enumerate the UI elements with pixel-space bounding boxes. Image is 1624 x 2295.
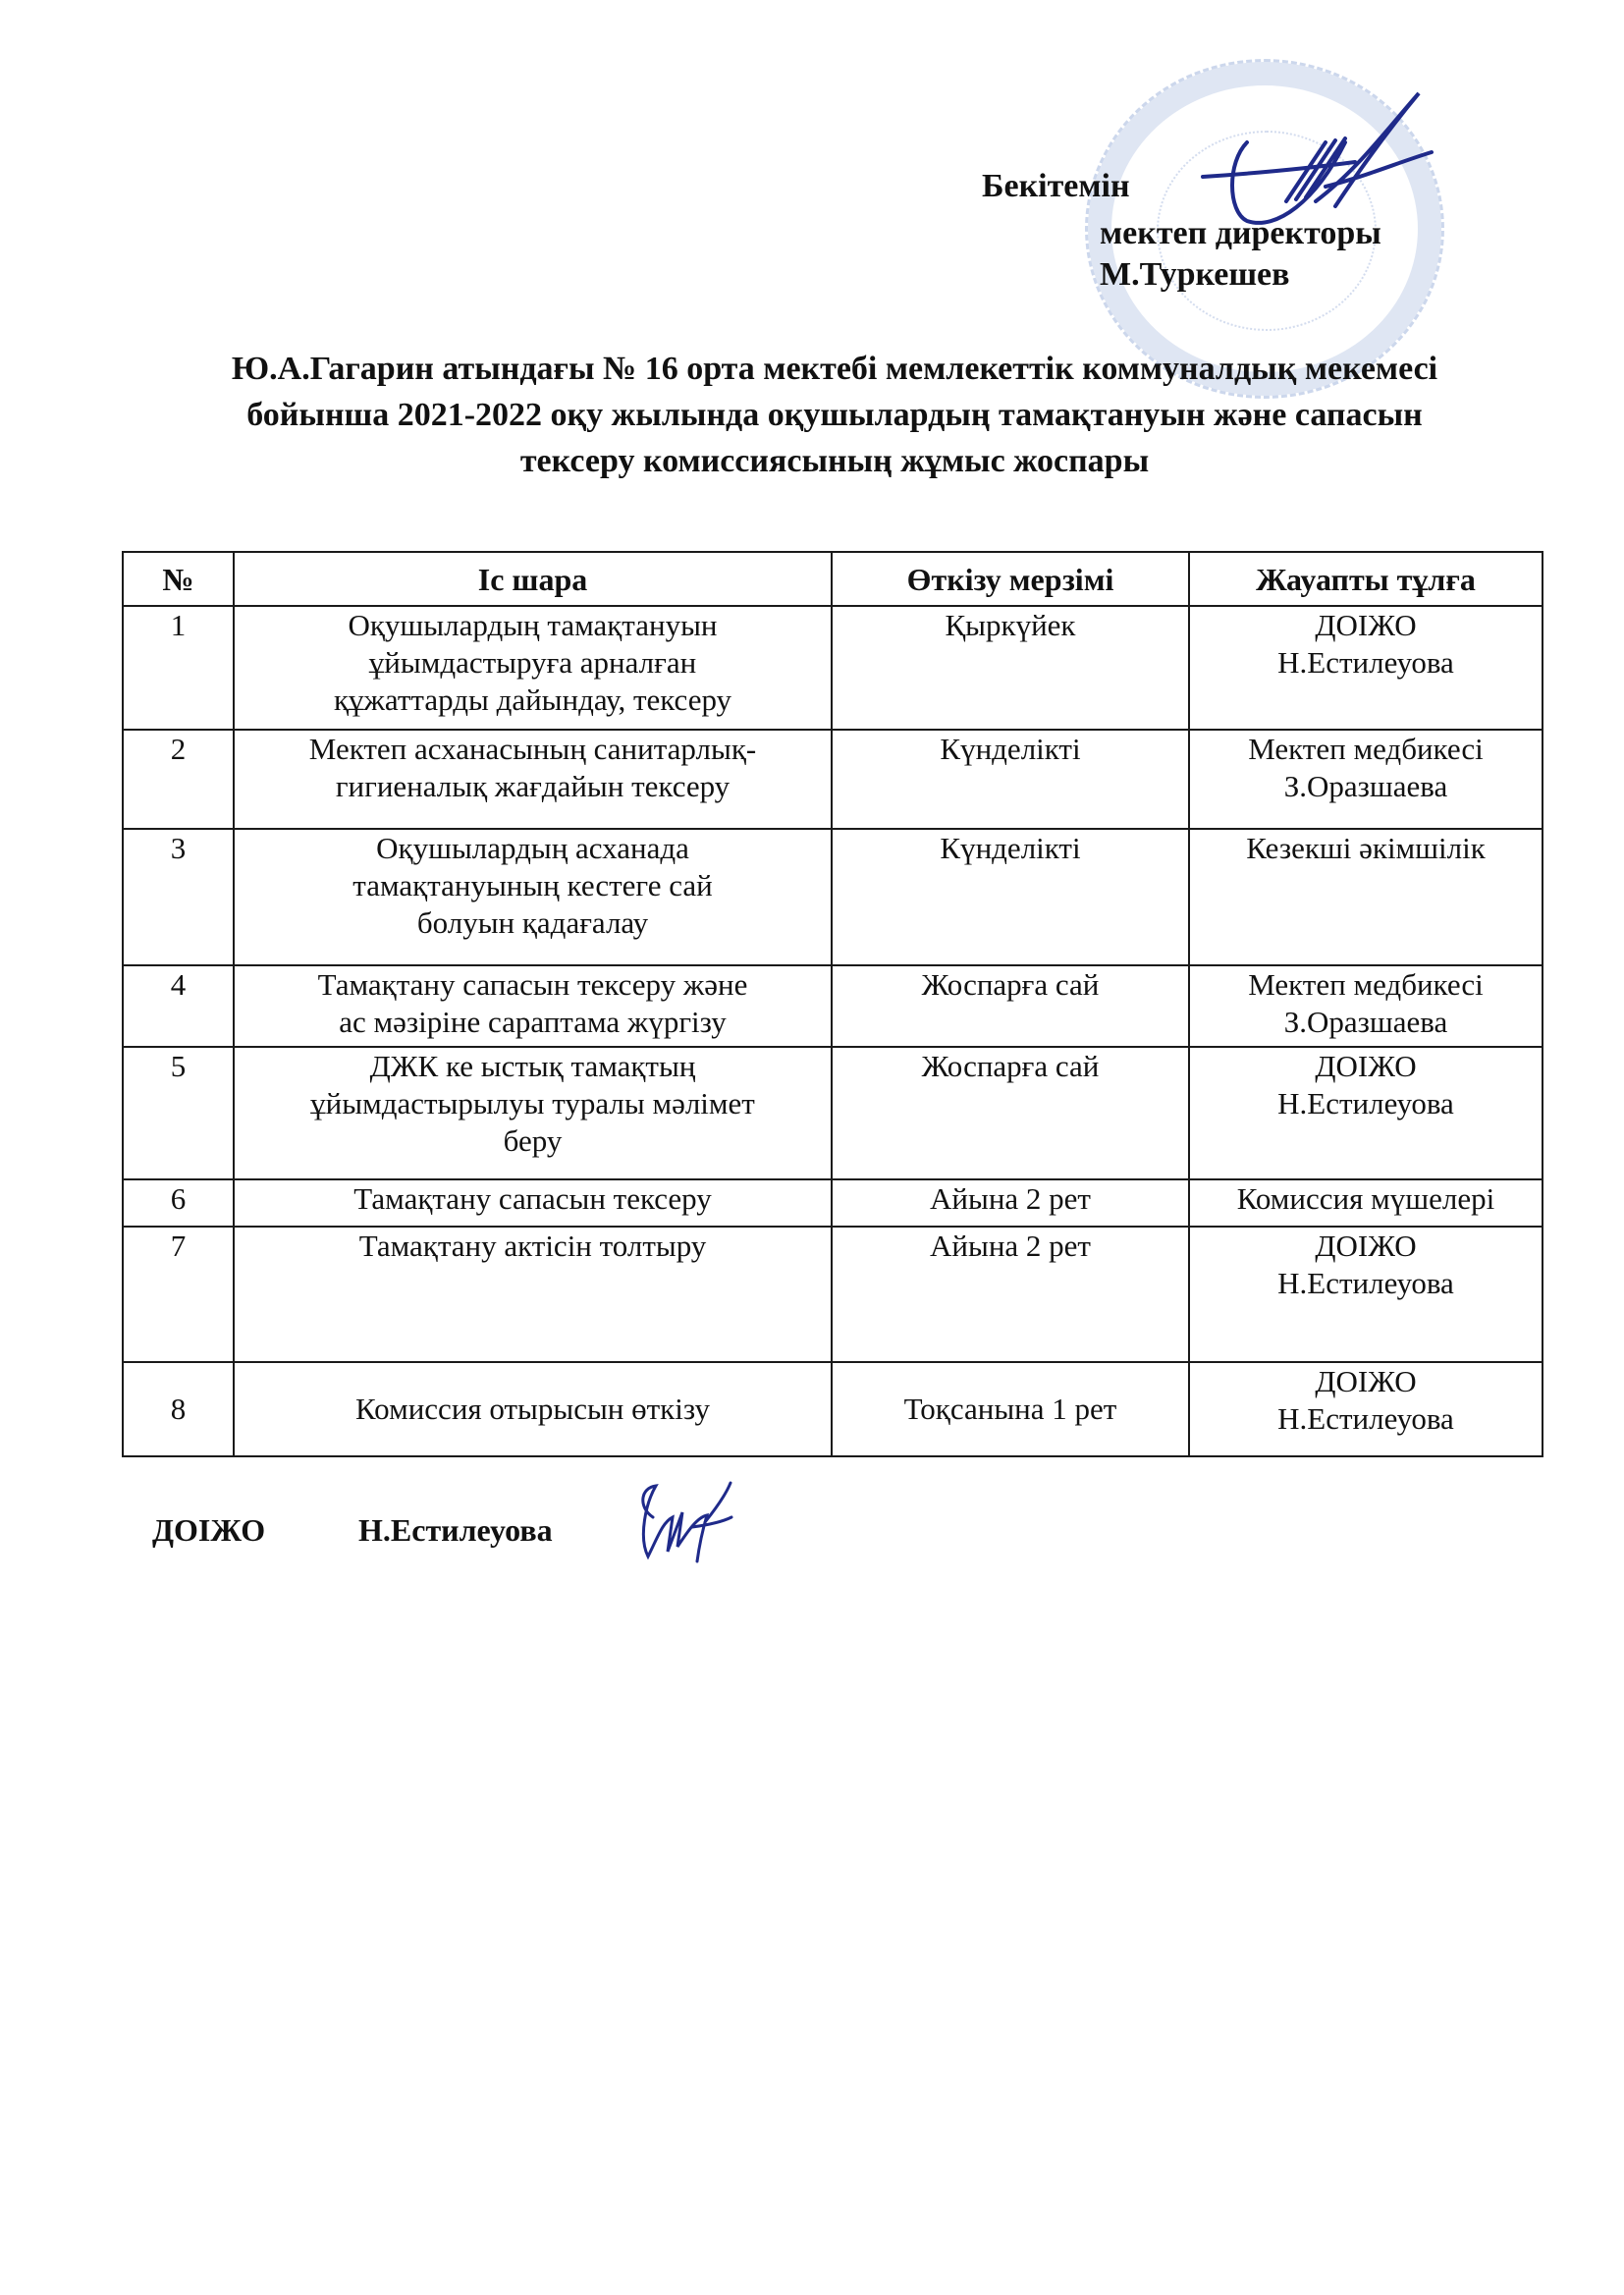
- cell-period: Күнделікті: [832, 730, 1189, 829]
- table-header-row: [123, 552, 1543, 606]
- cell-period: Күнделікті: [832, 829, 1189, 965]
- header-responsible: Жауапты тұлға: [1189, 552, 1543, 606]
- cell-responsible: Комиссия мүшелері: [1189, 1179, 1543, 1227]
- title-line-1: Ю.А.Гагарин атындағы № 16 орта мектебі мемлекеттік коммуналдық мекемесі: [231, 351, 1438, 387]
- table-row: [123, 1047, 1543, 1179]
- table-row: [123, 965, 1543, 1047]
- header-number: №: [123, 552, 234, 606]
- header-period: Өткізу мерзімі: [832, 552, 1189, 606]
- cell-period: Айына 2 рет: [832, 1227, 1189, 1362]
- cell-activity: Тамақтану актісін толтыру: [234, 1227, 832, 1362]
- table-row: [123, 606, 1543, 730]
- footer-name: Н.Естилеуова: [358, 1512, 553, 1548]
- cell-number: 2: [123, 730, 234, 829]
- cell-number: 3: [123, 829, 234, 965]
- cell-activity: Оқушылардың тамақтануын ұйымдастыруға арналған құжаттарды дайындау, тексеру: [234, 606, 832, 730]
- cell-responsible: Мектеп медбикесі З.Оразшаева: [1189, 965, 1543, 1047]
- footer-position: ДОІЖО: [152, 1512, 266, 1548]
- cell-activity: ДЖК ке ыстық тамақтың ұйымдастырылуы туралы мәлімет беру: [234, 1047, 832, 1179]
- cell-period: Тоқсанына 1 рет: [832, 1362, 1189, 1456]
- approval-position: мектеп директоры: [1100, 215, 1381, 251]
- cell-number: 7: [123, 1227, 234, 1362]
- table-row: [123, 1179, 1543, 1227]
- cell-period: Жоспарға сай: [832, 1047, 1189, 1179]
- table-row: [123, 829, 1543, 965]
- cell-period: Қыркүйек: [832, 606, 1189, 730]
- table-row: [123, 1227, 1543, 1362]
- cell-activity: Оқушылардың асханада тамақтануының кестеге сай болуын қадағалау: [234, 829, 832, 965]
- cell-activity: Тамақтану сапасын тексеру және ас мәзіріне сараптама жүргізу: [234, 965, 832, 1047]
- cell-responsible: ДОІЖО Н.Естилеуова: [1189, 606, 1543, 730]
- cell-activity: Мектеп асханасының санитарлық- гигиеналық жағдайын тексеру: [234, 730, 832, 829]
- cell-number: 6: [123, 1179, 234, 1227]
- cell-number: 4: [123, 965, 234, 1047]
- work-plan-table: [122, 551, 1543, 1457]
- cell-activity: Комиссия отырысын өткізу: [234, 1362, 832, 1456]
- cell-number: 8: [123, 1362, 234, 1456]
- cell-responsible: ДОІЖО Н.Естилеуова: [1189, 1227, 1543, 1362]
- approval-label: Бекітемін: [982, 168, 1130, 204]
- table-row: [123, 1362, 1543, 1456]
- cell-responsible: ДОІЖО Н.Естилеуова: [1189, 1362, 1543, 1456]
- cell-period: Жоспарға сай: [832, 965, 1189, 1047]
- cell-number: 1: [123, 606, 234, 730]
- title-line-2: бойынша 2021-2022 оқу жылында оқушылардың тамақтануын және сапасын: [246, 397, 1423, 433]
- title-line-3: тексеру комиссиясының жұмыс жоспары: [519, 443, 1150, 479]
- cell-number: 5: [123, 1047, 234, 1179]
- cell-responsible: Мектеп медбикесі З.Оразшаева: [1189, 730, 1543, 829]
- cell-responsible: ДОІЖО Н.Естилеуова: [1189, 1047, 1543, 1179]
- document-title: [118, 346, 1551, 484]
- approval-name: М.Туркешев: [1100, 256, 1290, 293]
- cell-period: Айына 2 рет: [832, 1179, 1189, 1227]
- footer-signature: [628, 1478, 736, 1566]
- cell-responsible: Кезекші әкімшілік: [1189, 829, 1543, 965]
- header-activity: Іс шара: [234, 552, 832, 606]
- cell-activity: Тамақтану сапасын тексеру: [234, 1179, 832, 1227]
- table-row: [123, 730, 1543, 829]
